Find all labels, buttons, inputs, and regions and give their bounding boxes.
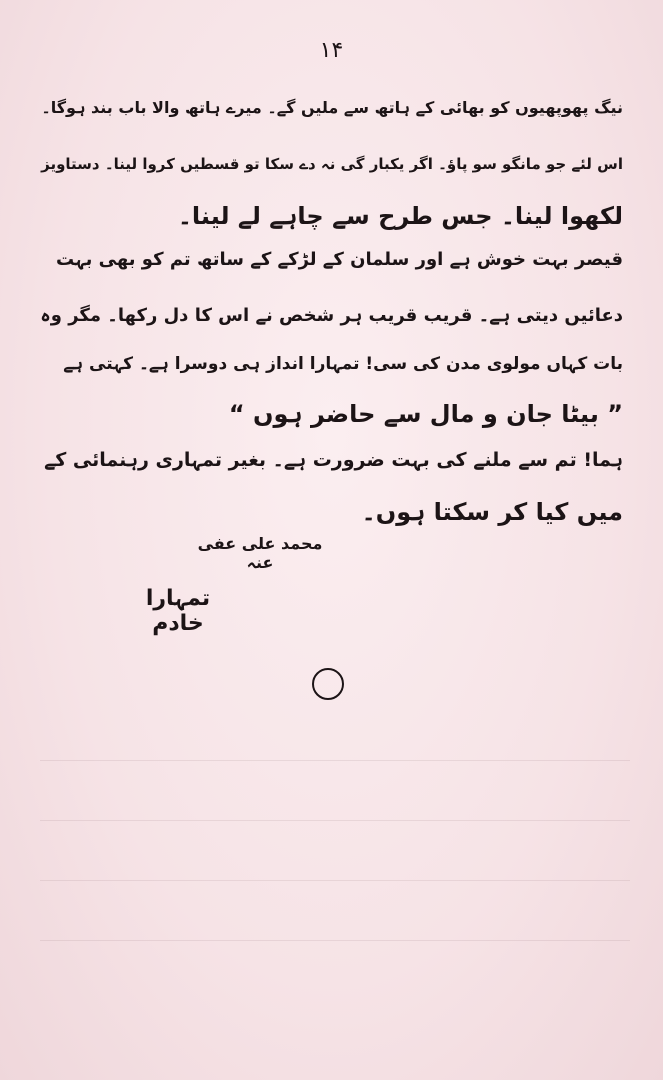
letter-text-line: ” بیٹا جان و مال سے حاضر ہوں “ [228,400,623,428]
signature-name: محمد علی عفی عنہ [197,534,323,572]
page-number: ۱۴ [319,38,344,63]
show-through-line [40,760,630,761]
letter-text-line: میں کیا کر سکتا ہوں۔ [361,498,623,526]
letter-text-line: لکھوا لینا۔ جس طرح سے چاہے لے لینا۔ [177,202,623,230]
letter-text-line: ہما! تم سے ملنے کی بہت ضرورت ہے۔ بغیر تمہاری رہنمائی کے [44,449,623,471]
show-through-line [40,940,630,941]
letter-text-line: نیگ پھوپھیوں کو بھائی کے ہاتھ سے ملیں گے۔ میرے ہاتھ والا باب بند ہوگا۔ [41,98,623,117]
show-through-line [40,820,630,821]
end-of-letter-circle-icon [312,668,344,700]
letter-text-line: دعائیں دیتی ہے۔ قریب قریب ہر شخص نے اس کا دل رکھا۔ مگر وہ [40,305,623,326]
letter-text-line: اس لئے جو مانگو سو پاؤ۔ اگر یکبار گی نہ دے سکا تو قسطیں کروا لینا۔ دستاویز [41,155,623,173]
letter-closing: تمہارا خادم [145,586,211,636]
letter-text-line: قیصر بہت خوش ہے اور سلمان کے لڑکے کے ساتھ تم کو بھی بہت [56,249,623,270]
show-through-line [40,880,630,881]
letter-text-line: بات کہاں مولوی مدن کی سی! تمہارا انداز ہی دوسرا ہے۔ کہتی ہے [63,354,623,374]
